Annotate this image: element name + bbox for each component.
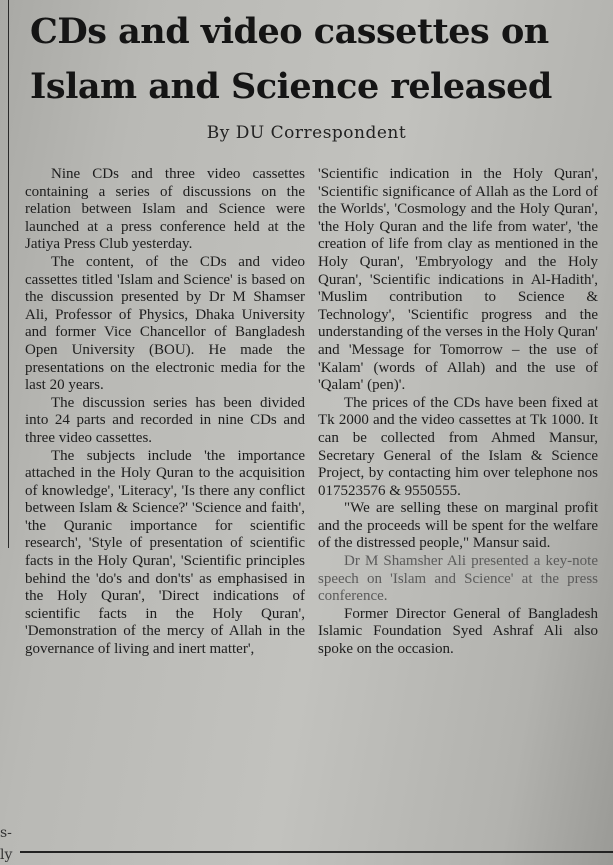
paragraph-subjects-continued: 'Scientific indication in the Holy Quran', 'Scientific significance of Allah as the Lord of the Worlds', 'Cosmology and the Holy Quran', 'the Holy Quran and the life from water', 'the creation of life from clay as mentioned in the Holy Quran', 'Embryology and the Holy Quran', 'Scientific indications in Al-Hadith', 'Muslim contribution to Science & Technology', 'Scientific progress and the understanding of the verses in the Holy Quran' and 'Message for Tomorrow – the use of 'Kalam' (words of Allah) and the use of 'Qalam' (pen)'. — [318, 166, 598, 394]
article-left-column — [25, 166, 305, 659]
paragraph-content: The content, of the CDs and video cassettes titled 'Islam and Science' is based on the discussion presented by Dr M Shamser Ali, Professor of Physics, Dhaka University and former Vice Chancellor of Bangladesh Open University (BOU). He made the presentations on the electronic media for the last 20 years. — [25, 253, 305, 394]
bottom-divider-rule — [20, 851, 613, 853]
article-right-column — [318, 166, 598, 659]
paragraph-quote: "We are selling these on marginal profit and the proceeds will be spent for the welfare of the distressed people," Mansur said. — [318, 500, 598, 552]
column-divider-rule — [8, 0, 9, 548]
paragraph-prices: The prices of the CDs have been fixed at Tk 2000 and the video cassettes at Tk 1000. It can be collected from Ahmed Mansur, Secretary General of the Islam & Science Project, by contacting him over telephone nos 017523576 & 9550555. — [318, 394, 598, 499]
margin-text-fragment: s- — [0, 825, 12, 841]
margin-text-fragment: ly — [0, 847, 13, 863]
paragraph-keynote: Dr M Shamsher Ali presented a key-note speech on 'Islam and Science' at the press conference. — [318, 553, 598, 605]
article-byline: By DU Correspondent — [206, 123, 407, 143]
paragraph-series: The discussion series has been divided into 24 parts and recorded in nine CDs and three video cassettes. — [25, 394, 305, 446]
paragraph-subjects: The subjects include 'the importance attached in the Holy Quran to the acquisition of knowledge', 'Literacy', 'Is there any conflict between Islam & Science?' 'Science and faith', 'the Quranic importance for scientific research', 'Style of presentation of scientific facts in the Holy Quran', 'Scientific principles behind the 'do's and don'ts' as emphasised in the Holy Quran', 'Direct indications of scientific facts in the Holy Quran', 'Demonstration of the mercy of Allah in the governance of living and inert matter', — [25, 447, 305, 658]
paragraph-launch: Nine CDs and three video cassettes containing a series of discussions on the relation between Islam and Science were launched at a press conference held at the Jatiya Press Club yesterday. — [25, 166, 305, 253]
paragraph-closing: Former Director General of Bangladesh Islamic Foundation Syed Ashraf Ali also spoke on the occasion. — [318, 605, 598, 658]
article-headline: CDs and video cassettes on Islam and Science released — [30, 11, 552, 107]
